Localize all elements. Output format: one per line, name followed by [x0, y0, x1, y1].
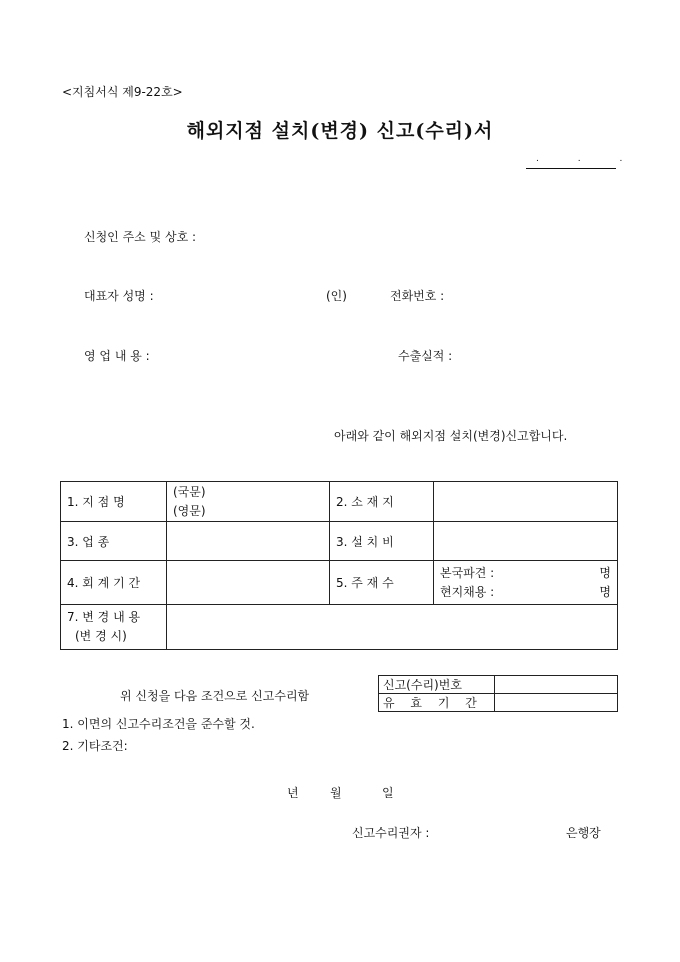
- fiscal-period-label: 4. 회 계 기 간: [61, 561, 167, 605]
- acceptance-number-cell[interactable]: [495, 676, 618, 694]
- business-label: 영 업 내 용 :: [84, 349, 150, 363]
- industry-cell[interactable]: [167, 522, 330, 561]
- branch-name-label: 1. 지 점 명: [61, 482, 167, 522]
- declaration-text: 아래와 같이 해외지점 설치(변경)신고합니다.: [334, 429, 568, 443]
- change-details-label: 7. 변 경 내 용 (변 경 시): [61, 605, 167, 650]
- change-details-cell[interactable]: [167, 605, 618, 650]
- location-cell[interactable]: [434, 482, 618, 522]
- branch-info-table: [60, 481, 618, 650]
- location-label: 2. 소 재 지: [330, 482, 434, 522]
- local-hire-unit: 명: [599, 584, 611, 599]
- authority-label: 신고수리권자 :: [352, 826, 430, 840]
- fiscal-period-cell[interactable]: [167, 561, 330, 605]
- date-dots: . . .: [536, 154, 641, 164]
- date-month: 월: [330, 786, 342, 800]
- branch-name-english: (영문): [173, 503, 206, 518]
- acceptance-table: [378, 675, 618, 712]
- bank-suffix: 은행장: [566, 826, 601, 840]
- representative-label: 대표자 성명 :: [84, 289, 154, 303]
- local-hire-label: 현지채용 :: [440, 584, 495, 599]
- condition-2: 2. 기타조건:: [62, 739, 128, 753]
- dispatch-unit: 명: [599, 565, 611, 580]
- date-year: 년: [287, 786, 299, 800]
- page-title: 해외지점 설치(변경) 신고(수리)서: [186, 120, 494, 142]
- seal-label: (인): [326, 289, 347, 303]
- branch-name-cell[interactable]: [167, 482, 330, 522]
- export-label: 수출실적 :: [398, 349, 453, 363]
- validity-cell[interactable]: [495, 694, 618, 712]
- branch-name-korean: (국문): [173, 484, 206, 499]
- condition-1: 1. 이면의 신고수리조건을 준수할 것.: [62, 717, 255, 731]
- date-day: 일: [382, 786, 394, 800]
- industry-label: 3. 업 종: [61, 522, 167, 561]
- setup-cost-cell[interactable]: [434, 522, 618, 561]
- phone-label: 전화번호 :: [390, 289, 445, 303]
- resident-count-label: 5. 주 재 수: [330, 561, 434, 605]
- form-code: <지침서식 제9-22호>: [62, 85, 183, 99]
- date-underline: [526, 168, 616, 169]
- applicant-address-label: 신청인 주소 및 상호 :: [84, 230, 197, 244]
- acceptance-statement: 위 신청을 다음 조건으로 신고수리함: [120, 689, 310, 703]
- setup-cost-label: 3. 설 치 비: [330, 522, 434, 561]
- validity-label: 유 효 기 간: [379, 694, 495, 712]
- dispatch-label: 본국파견 :: [440, 565, 495, 580]
- resident-count-cell[interactable]: [434, 561, 618, 605]
- acceptance-number-label: 신고(수리)번호: [379, 676, 495, 694]
